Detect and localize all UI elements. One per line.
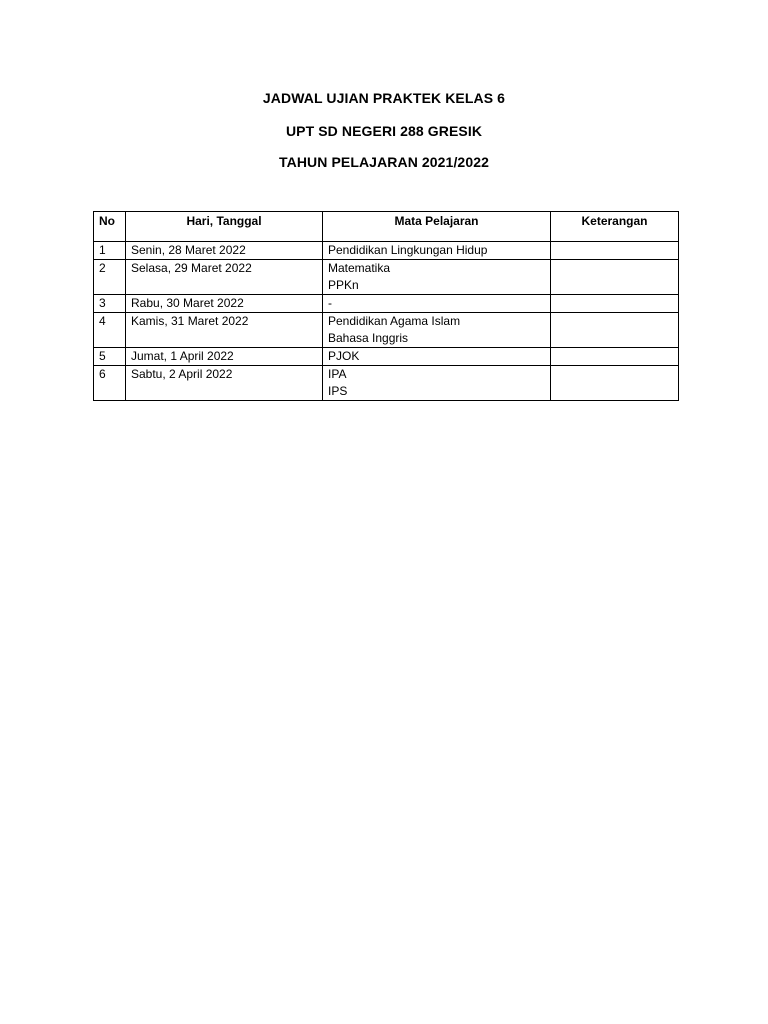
row-subjects	[323, 313, 551, 348]
header-subject: Mata Pelajaran	[323, 212, 551, 242]
row-day: Kamis, 31 Maret 2022	[126, 313, 323, 348]
subject-item: Matematika	[328, 261, 391, 275]
table-row	[94, 295, 679, 313]
row-number: 4	[94, 313, 126, 348]
subject-item: Bahasa Inggris	[328, 331, 409, 345]
subject-item: PJOK	[328, 349, 360, 363]
document-title: JADWAL UJIAN PRAKTEK KELAS 6	[262, 90, 506, 106]
table-row	[94, 348, 679, 366]
row-note	[551, 260, 679, 295]
row-note	[551, 242, 679, 260]
table-row	[94, 366, 679, 401]
row-day: Sabtu, 2 April 2022	[126, 366, 323, 401]
row-day: Jumat, 1 April 2022	[126, 348, 323, 366]
row-day: Rabu, 30 Maret 2022	[126, 295, 323, 313]
row-subjects	[323, 348, 551, 366]
school-name: UPT SD NEGERI 288 GRESIK	[285, 123, 483, 139]
subject-item: Pendidikan Lingkungan Hidup	[328, 243, 488, 257]
row-note	[551, 366, 679, 401]
row-note	[551, 348, 679, 366]
row-subjects	[323, 260, 551, 295]
subject-item: PPKn	[328, 278, 359, 292]
exam-schedule-table	[93, 211, 679, 401]
row-note	[551, 313, 679, 348]
table-row	[94, 313, 679, 348]
row-day: Selasa, 29 Maret 2022	[126, 260, 323, 295]
row-subjects	[323, 366, 551, 401]
row-number: 1	[94, 242, 126, 260]
subject-item: IPS	[328, 384, 348, 398]
table-header-row	[94, 212, 679, 242]
row-number: 6	[94, 366, 126, 401]
header-day: Hari, Tanggal	[126, 212, 323, 242]
subject-item: -	[328, 296, 332, 310]
header-note: Keterangan	[551, 212, 679, 242]
subject-item: IPA	[328, 367, 347, 381]
row-number: 2	[94, 260, 126, 295]
table-row	[94, 260, 679, 295]
row-subjects	[323, 295, 551, 313]
row-subjects	[323, 242, 551, 260]
academic-year: TAHUN PELAJARAN 2021/2022	[279, 154, 489, 170]
row-note	[551, 295, 679, 313]
row-number: 5	[94, 348, 126, 366]
subject-item: Pendidikan Agama Islam	[328, 314, 461, 328]
header-no: No	[94, 212, 126, 242]
row-day: Senin, 28 Maret 2022	[126, 242, 323, 260]
table-row	[94, 242, 679, 260]
row-number: 3	[94, 295, 126, 313]
